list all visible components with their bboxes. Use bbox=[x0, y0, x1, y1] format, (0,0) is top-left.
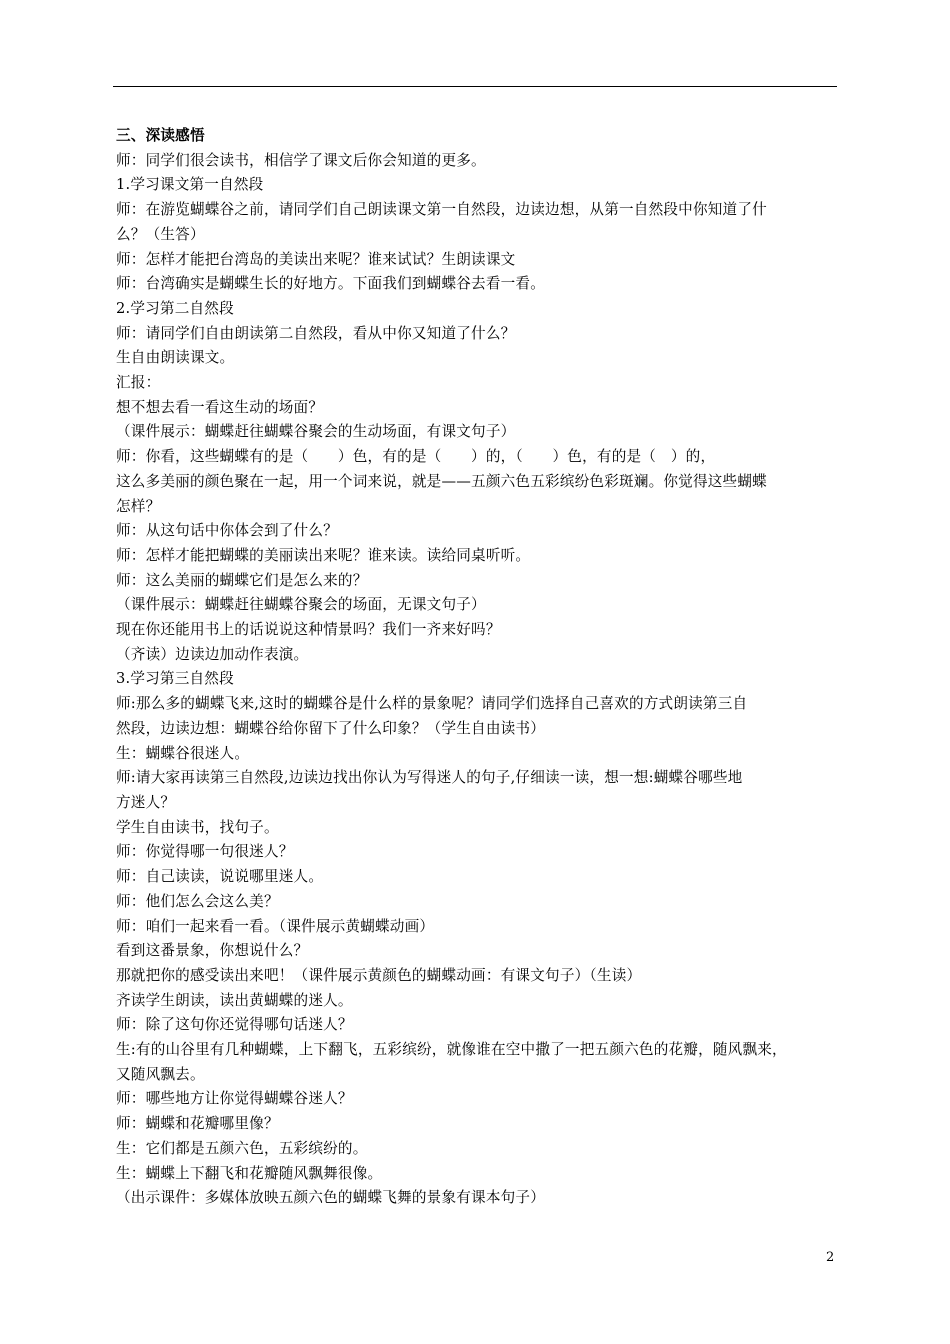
text-line: 生：蝴蝶上下翻飞和花瓣随风飘舞很像。 bbox=[116, 1164, 383, 1182]
subsection-heading: 2.学习第二自然段 bbox=[116, 299, 234, 317]
text-line: 生：蝴蝶谷很迷人。 bbox=[116, 744, 250, 762]
text-line: 师：这么美丽的蝴蝶它们是怎么来的？ bbox=[116, 571, 368, 589]
document-body bbox=[116, 124, 842, 1211]
text-line: 么？（生答） bbox=[116, 225, 205, 243]
text-line: 师：怎样才能把台湾岛的美读出来呢？谁来试试？生朗读课文 bbox=[116, 250, 516, 268]
text-line: 师：你觉得哪一句很迷人？ bbox=[116, 843, 294, 861]
text-line: （课件展示：蝴蝶赶往蝴蝶谷聚会的场面，无课文句子） bbox=[116, 596, 486, 614]
text-line: 又随风飘去。 bbox=[116, 1065, 205, 1083]
text-line: 师：他们怎么会这么美？ bbox=[116, 892, 279, 910]
text-line: 师:请大家再读第三自然段,边读边找出你认为写得迷人的句子,仔细读一读，想一想:蝴蝶谷哪些地 bbox=[116, 769, 743, 787]
text-line: 生:有的山谷里有几种蝴蝶，上下翻飞，五彩缤纷，就像谁在空中撒了一把五颜六色的花瓣，随风飘来， bbox=[116, 1041, 787, 1059]
text-line: 学生自由读书，找句子。 bbox=[116, 818, 279, 836]
section-heading: 三、深读感悟 bbox=[116, 127, 205, 144]
text-line: 师：哪些地方让你觉得蝴蝶谷迷人？ bbox=[116, 1090, 353, 1108]
text-line: 齐读学生朗读，读出黄蝴蝶的迷人。 bbox=[116, 991, 353, 1009]
text-line: 师：从这句话中你体会到了什么？ bbox=[116, 522, 338, 540]
text-line: 师：在游览蝴蝶谷之前，请同学们自己朗读课文第一自然段，边读边想，从第一自然段中你知道了什 bbox=[116, 201, 767, 219]
text-line: （课件展示：蝴蝶赶往蝴蝶谷聚会的生动场面，有课文句子） bbox=[116, 423, 516, 441]
page-number: 2 bbox=[826, 1250, 835, 1265]
text-line: 师:那么多的蝴蝶飞来,这时的蝴蝶谷是什么样的景象呢？请同学们选择自己喜欢的方式朗读第三自 bbox=[116, 695, 748, 713]
text-line: 然段，边读边想：蝴蝶谷给你留下了什么印象？（学生自由读书） bbox=[116, 719, 546, 737]
text-line: 现在你还能用书上的话说说这种情景吗？我们一齐来好吗？ bbox=[116, 621, 501, 639]
text-line: （齐读）边读边加动作表演。 bbox=[116, 645, 309, 663]
text-line: 这么多美丽的颜色聚在一起，用一个词来说，就是——五颜六色五彩缤纷色彩斑斓。你觉得这些蝴蝶 bbox=[116, 472, 767, 490]
text-line: 怎样？ bbox=[116, 497, 161, 515]
text-line: 想不想去看一看这生动的场面？ bbox=[116, 398, 324, 416]
text-line: 生自由朗读课文。 bbox=[116, 349, 235, 367]
text-line: 师：怎样才能把蝴蝶的美丽读出来呢？谁来读。读给同桌听听。 bbox=[116, 546, 531, 564]
text-line: 汇报： bbox=[116, 374, 161, 392]
text-line: 师：咱们一起来看一看。（课件展示黄蝴蝶动画） bbox=[116, 917, 435, 935]
text-line: 那就把你的感受读出来吧！（课件展示黄颜色的蝴蝶动画：有课文句子）（生读） bbox=[116, 966, 642, 984]
text-line: （出示课件：多媒体放映五颜六色的蝴蝶飞舞的景象有课本句子） bbox=[116, 1189, 546, 1207]
text-line: 方迷人？ bbox=[116, 793, 176, 811]
text-line: 师：台湾确实是蝴蝶生长的好地方。下面我们到蝴蝶谷去看一看。 bbox=[116, 275, 546, 293]
text-line: 看到这番景象，你想说什么？ bbox=[116, 942, 309, 960]
text-line: 师：蝴蝶和花瓣哪里像？ bbox=[116, 1115, 279, 1133]
text-line: 师：自己读读，说说哪里迷人。 bbox=[116, 868, 324, 886]
subsection-heading: 1.学习课文第一自然段 bbox=[116, 176, 264, 194]
text-line: 师：你看，这些蝴蝶有的是（ ）色，有的是（ ）的，（ ）色，有的是（ ）的， bbox=[116, 448, 716, 466]
header-rule bbox=[113, 86, 837, 87]
text-line: 生：它们都是五颜六色，五彩缤纷的。 bbox=[116, 1139, 368, 1157]
subsection-heading: 3.学习第三自然段 bbox=[116, 670, 234, 688]
text-line: 师：同学们很会读书，相信学了课文后你会知道的更多。 bbox=[116, 151, 486, 169]
text-line: 师：除了这句你还觉得哪句话迷人？ bbox=[116, 1016, 353, 1034]
text-line: 师：请同学们自由朗读第二自然段，看从中你又知道了什么？ bbox=[116, 324, 516, 342]
